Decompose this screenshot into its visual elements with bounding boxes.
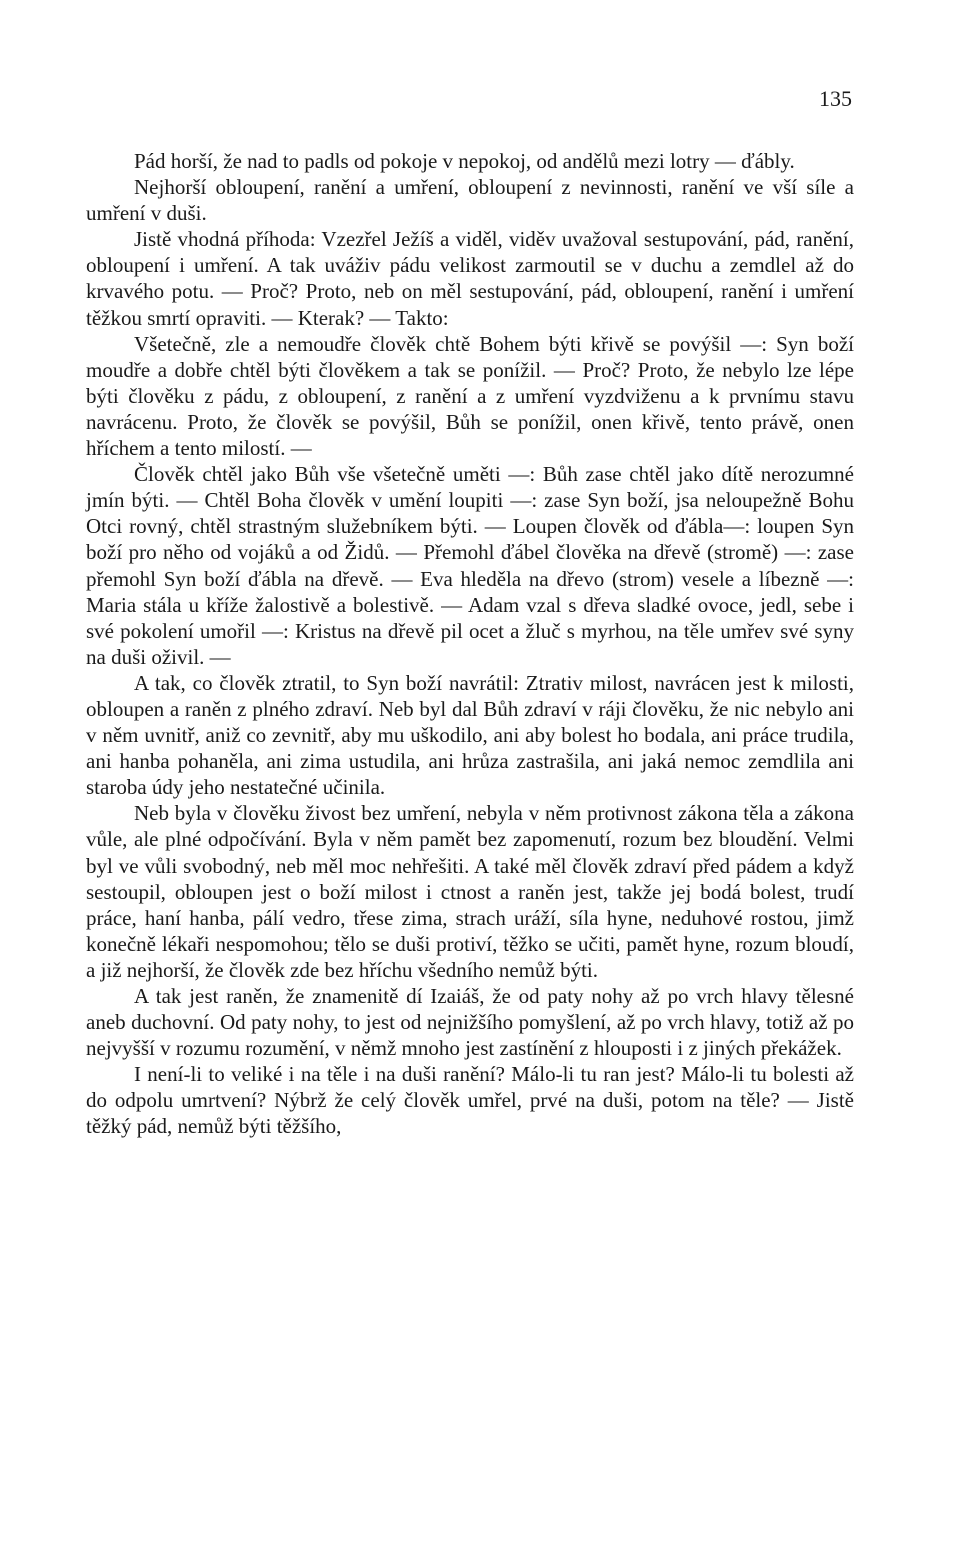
paragraph: Člověk chtěl jako Bůh vše všetečně uměti —: Bůh zase chtěl jako dítě nerozumné jmín býti. — Chtěl Boha člověk v umění loupiti —: zase Syn boží, jsa neloupežně Bohu Otci rovný, chtěl strastným služebníkem býti. — Loupen člověk od ďábla—: loupen Syn boží pro něho od vojáků a od Židů. — Přemohl ďábel člověka na dřevě (stromě) —: zase přemohl Syn boží ďábla na dřevě. — Eva hleděla na dřevo (strom) vesele a líbezně —: Maria stála u kříže žalostivě a bolestivě. — Adam vzal s dřeva sladké ovoce, jedl, sebe i své pokolení umořil —: Kristus na dřevě pil ocet a žluč s myrhou, na těle umřev své syny na duši oživil. — (86, 462, 854, 669)
paragraph: A tak jest raněn, že znamenitě dí Izaiáš, že od paty nohy až po vrch hlavy tělesné aneb duchovní. Od paty nohy, to jest od nejnižšího pomyšlení, až po vrch hlavy, totiž až po nejvyšší v rozumu rozumění, v němž mnoho jest zastínění z hlouposti i z jiných překážek. (86, 984, 854, 1061)
paragraph: Jistě vhodná příhoda: Vzezřel Ježíš a viděl, viděv uvažoval sestupování, pád, ranění, obloupení i umření. A tak uváživ pádu velikost zarmoutil se v duchu a zemdlel až do krvavého potu. — Proč? Proto, neb on měl sestupování, pád, obloupení, ranění i umření těžkou smrtí opraviti. — Kterak? — Takto: (86, 227, 854, 330)
paragraph: A tak, co člověk ztratil, to Syn boží navrátil: Ztrativ milost, navrácen jest k milosti, obloupen a raněn z plného zdraví. Neb byl dal Bůh zdraví v ráji člověku, že nic nebylo ani v něm uvnitř, aniž co zevnitř, aby mu uškodilo, ani aby bolest ho bodala, ani práce trudila, ani hanba pohaněla, ani zima ustudila, ani hrůza zastrašila, ani jaká nemoc zemdlila ani staroba údy jeho nestatečné učinila. (86, 670, 854, 800)
page-number: 135 (819, 86, 852, 111)
paragraph: I není-li to veliké i na těle i na duši ranění? Málo-li tu ran jest? Málo-li tu bolesti až do odpolu umrtvení? Nýbrž že celý člověk umřel, prvé na duši, potom na těle? — Jistě těžký pád, nemůž býti těžšího, (86, 1062, 854, 1139)
paragraph: Pád horší, že nad to padls od pokoje v nepokoj, od andělů mezi lotry — ďábly. (134, 149, 795, 173)
paragraph: Neb byla v člověku živost bez umření, nebyla v něm protivnost zákona těla a zákona vůle, ale plné odpočívání. Byla v něm pamět bez zapomenutí, rozum bez bloudění. Velmi byl ve vůli svobodný, neb měl moc nehřešiti. A také měl člověk zdraví před pádem a když sestoupil, obloupen jest o boží milost i ctnost a raněn jest, takže jej bodá bolest, trudí práce, haní hanba, pálí vedro, třese zima, strach uráží, síla hyne, neduhové rostou, jimž konečně lékaři nespomohou; tělo se duši protiví, těžko se učiti, pamět hyne, rozum bloudí, a již nejhorší, že člověk zde bez hříchu všedního nemůž býti. (86, 801, 854, 982)
paragraph: Nejhorší obloupení, ranění a umření, obloupení z nevinnosti, ranění ve vší síle a umření v duši. (86, 175, 854, 226)
page-text (86, 148, 854, 1140)
paragraph: Všetečně, zle a nemoudře člověk chtě Bohem býti křivě se povýšil —: Syn boží moudře a dobře chtěl býti člověkem a tak se ponížil. — Proč? Proto, že nebylo lze lépe býti člověku z pádu, z obloupení, z ranění a z umření vyzdviženu a k prvnímu stavu navrácenu. Proto, že člověk se povýšil, Bůh se ponížil, onen křivě, tento právě, onen hříchem a tento milostí. — (86, 331, 854, 461)
